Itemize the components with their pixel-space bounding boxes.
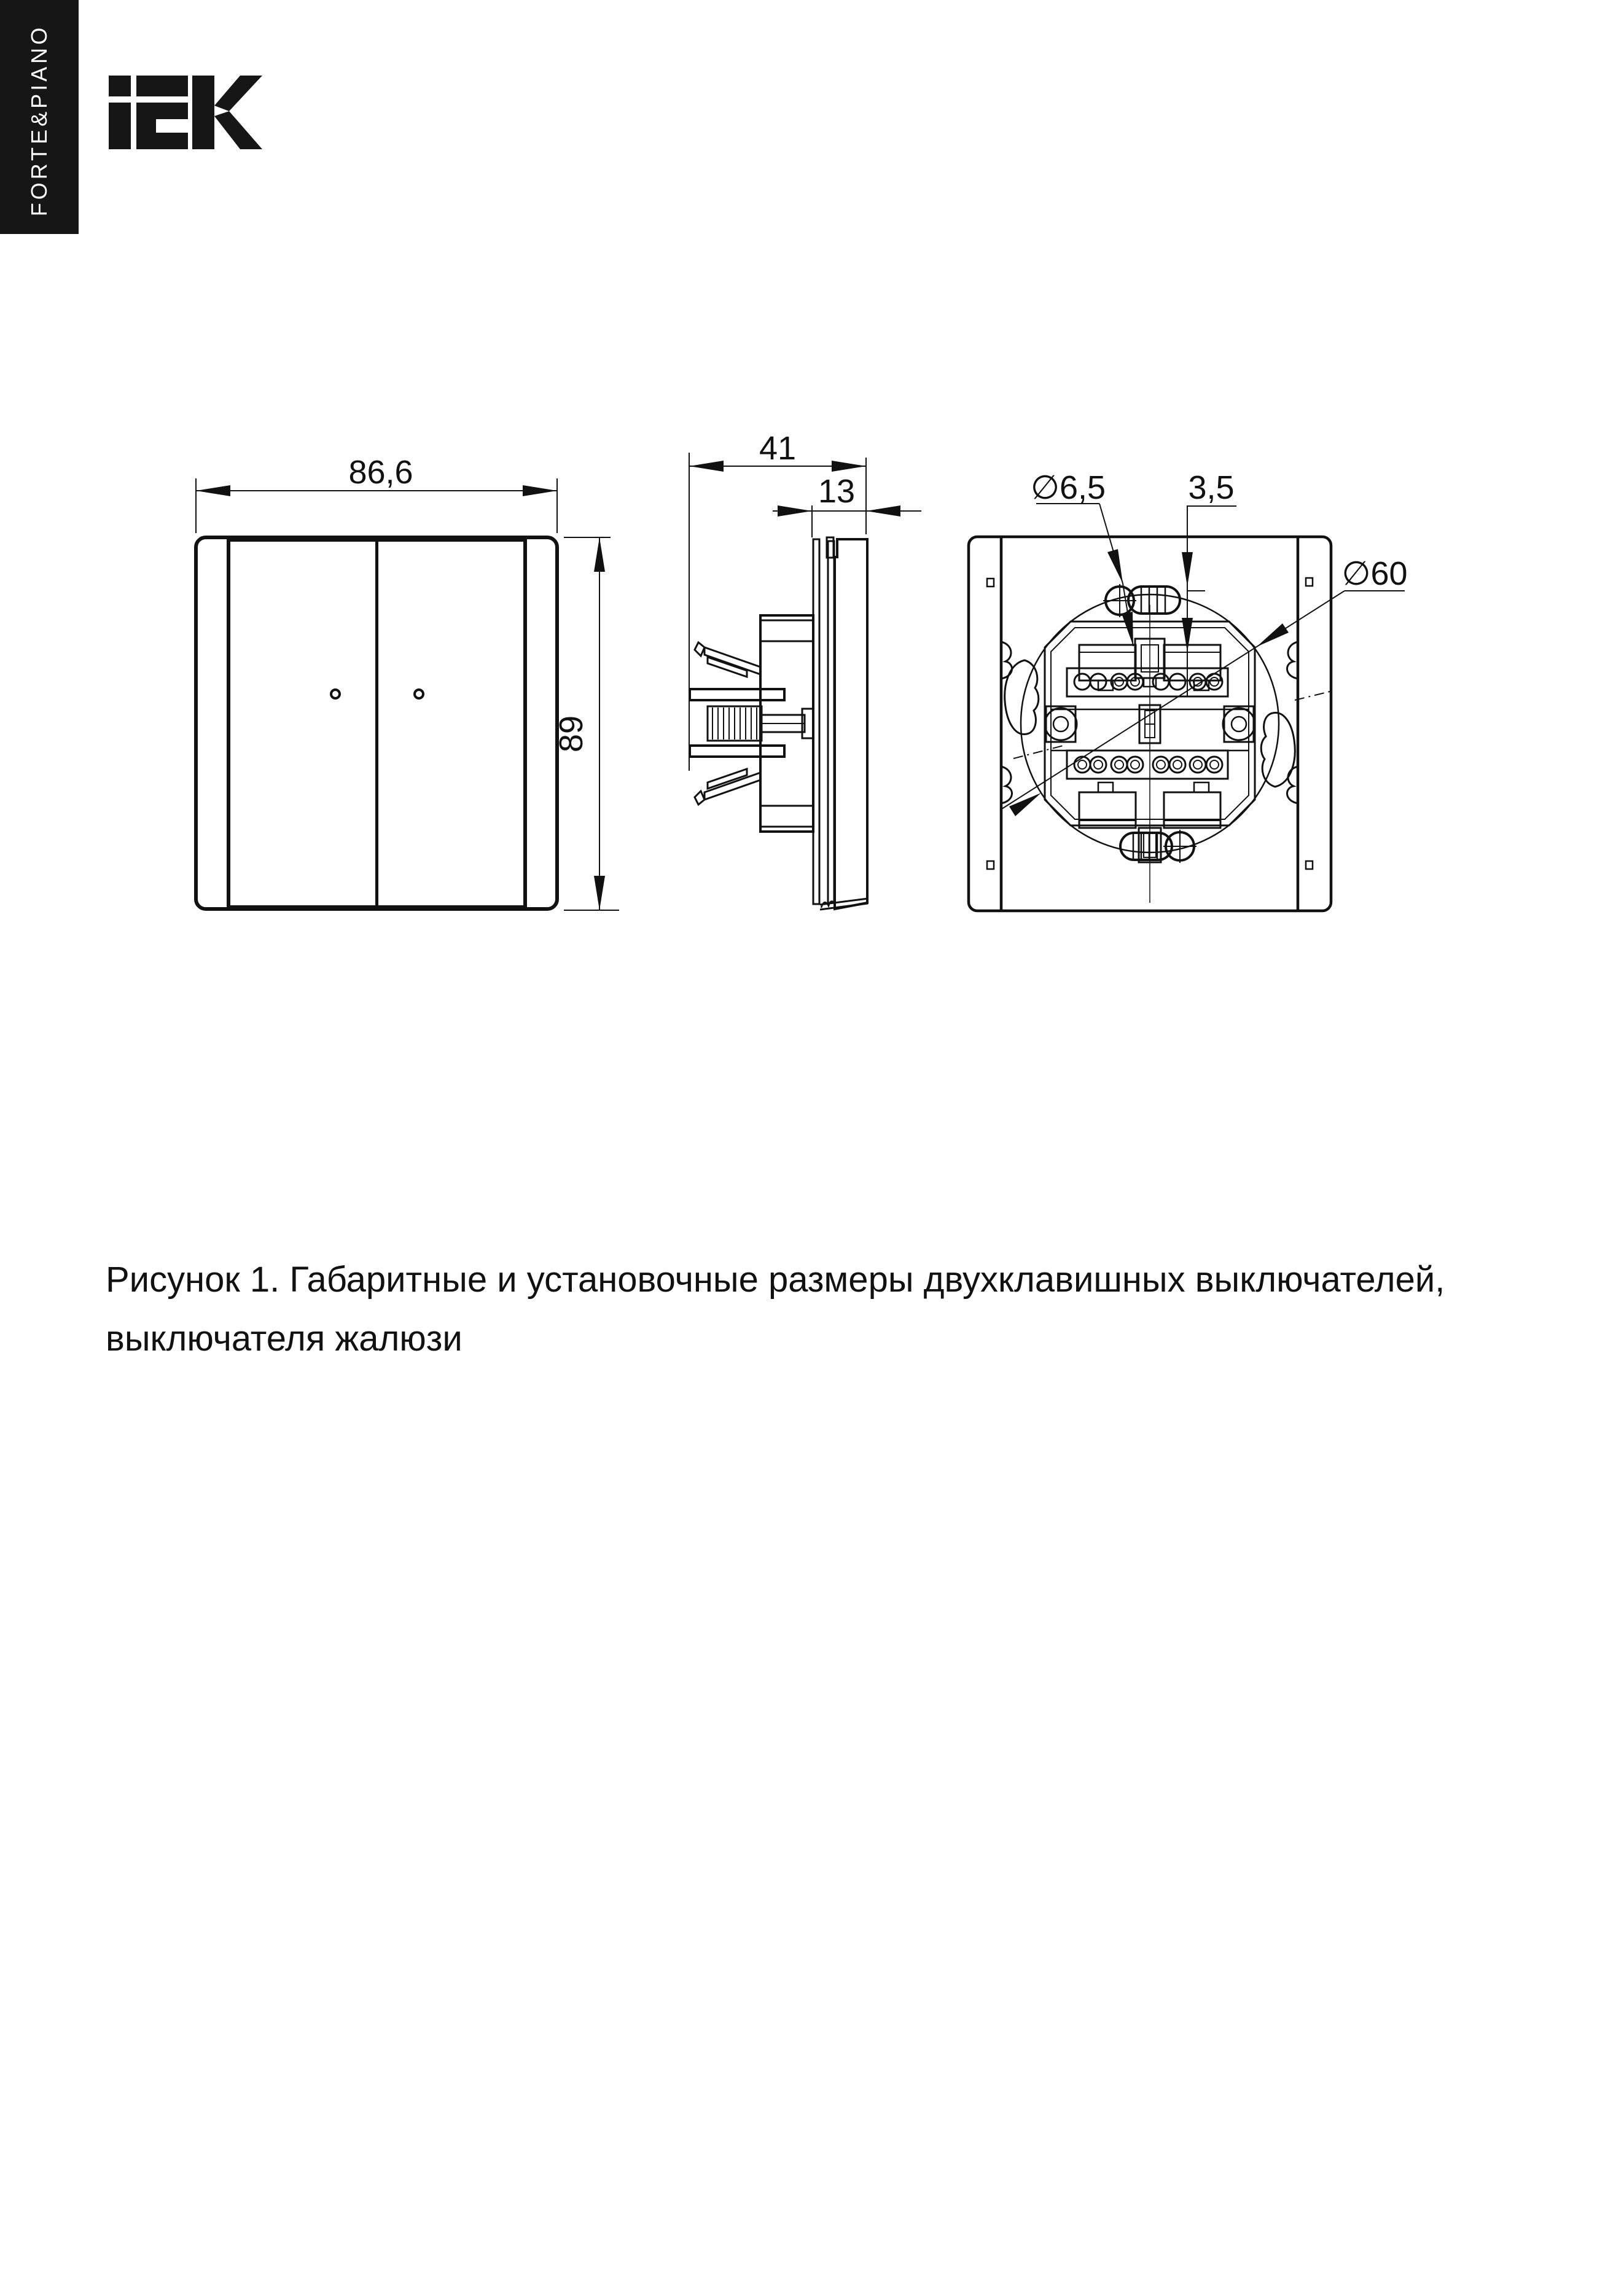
figure-caption [106,1250,1445,1368]
box-diameter-label: ∅60 [1341,555,1408,592]
arrowhead [866,505,900,517]
arrowhead [689,461,724,472]
plate-hole [1306,861,1313,869]
side-bottom-claw [695,791,705,805]
slot-width-label: 3,5 [1188,469,1235,506]
figure-caption-line1: Рисунок 1. Габаритные и установочные размеры двухклавишных выключателей, [106,1260,1445,1300]
front-view [196,537,557,909]
front-indicator-dot-right [415,690,423,698]
figure-caption-line2: выключателя жалюзи [106,1319,463,1359]
terminal-holes-bottom [1074,757,1222,773]
arrowhead [832,461,866,472]
rear-claw-left [1005,660,1039,735]
arrowhead [594,537,605,572]
side-top-support [690,689,784,700]
plate-hole [1306,578,1313,586]
side-face-plate [835,539,867,909]
arrowhead [1009,793,1041,816]
side-top-claw [695,642,705,656]
arrowhead [196,485,230,496]
fixing-screw-right [1223,708,1255,740]
face-depth-dimension-label: 13 [818,473,856,510]
arrowhead [1182,618,1193,652]
arrowhead [594,876,605,910]
width-dimension-label: 86,6 [348,454,413,491]
arrowhead [523,485,557,496]
screw-hole-diameter-label: ∅6,5 [1030,469,1106,506]
depth-dimension-label: 41 [759,430,797,467]
series-label: FORTE&PIANO [26,24,52,217]
arrowhead [1122,612,1133,646]
rear-claw-right [1261,712,1295,787]
arrowhead [1107,549,1123,583]
arrowhead [778,505,812,517]
arrowhead [1257,623,1289,647]
rear-view [969,537,1331,911]
arrowhead [1182,552,1193,587]
front-indicator-dot-left [331,690,340,698]
side-view [690,537,868,910]
height-dimension-label: 89 [553,715,590,753]
rear-view-dimensions [1000,469,1408,816]
side-bottom-support [690,746,784,757]
plate-hole [987,861,994,869]
fixing-screw-left [1045,708,1077,740]
plate-hole [987,579,994,587]
